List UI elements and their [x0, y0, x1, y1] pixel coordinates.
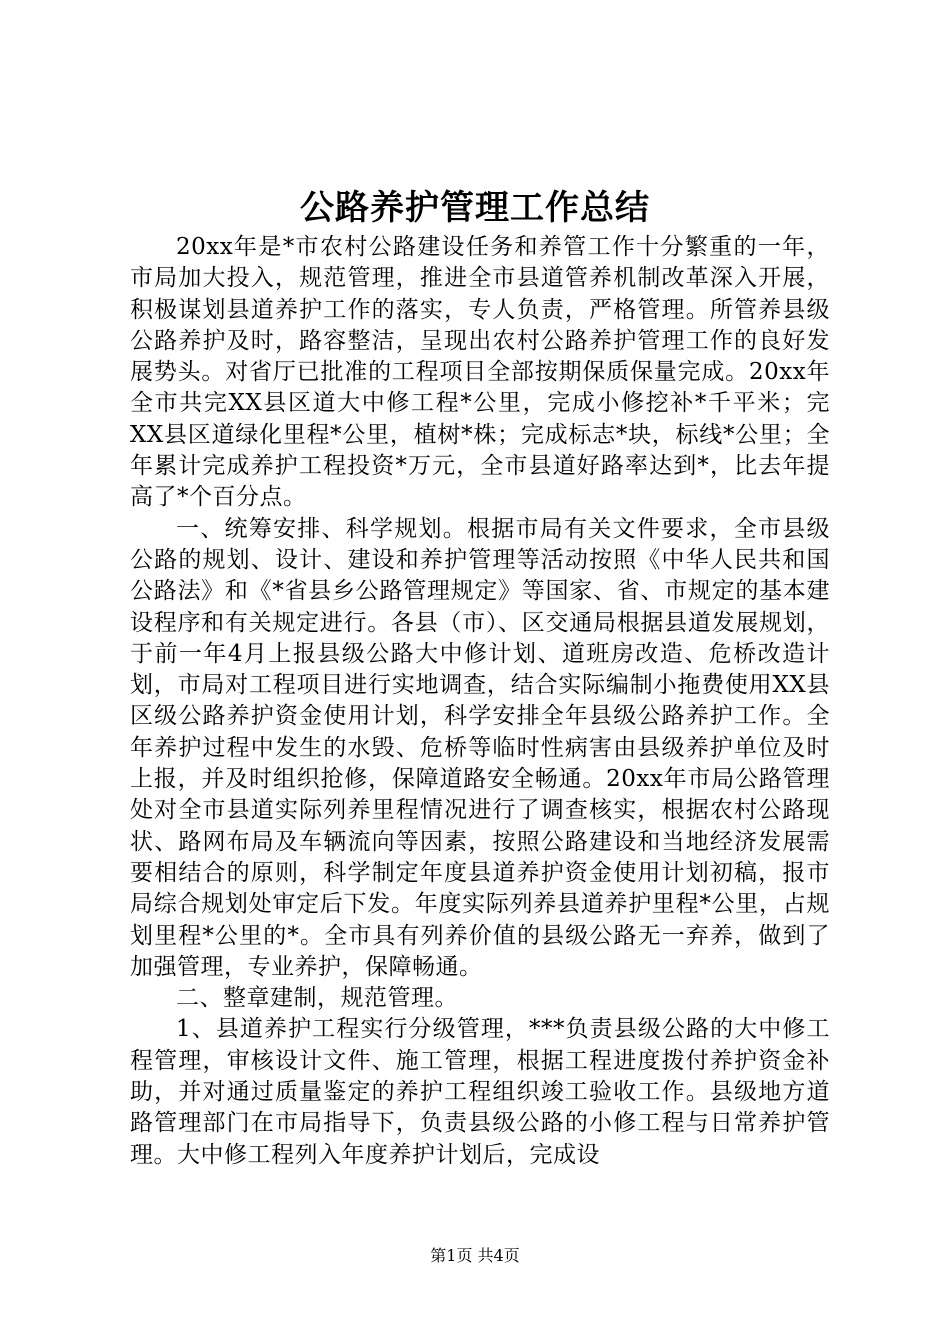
body-paragraph: 20xx年是*市农村公路建设任务和养管工作十分繁重的一年，市局加大投入，规范管理，推进全市县道管养机制改革深入开展，积极谋划县道养护工作的落实，专人负责，严格管理。所管养县级公路养护及时，路容整洁，呈现出农村公路养护管理工作的良好发展势头。对省厅已批准的工程项目全部按期保质保量完成。20xx年全市共完XX县区道大中修工程*公里，完成小修挖补*千平米；完XX县区道绿化里程*公里，植树*株；完成标志*块，标线*公里；全年累计完成养护工程投资*万元，全市县道好路率达到*，比去年提高了*个百分点。 — [130, 234, 830, 511]
body-paragraph: 1、县道养护工程实行分级管理，***负责县级公路的大中修工程管理，审核设计文件、施工管理，根据工程进度拨付养护资金补助，并对通过质量鉴定的养护工程组织竣工验收工作。县级地方道路管理部门在市局指导下，负责县级公路的小修工程与日常养护管理。大中修工程列入年度养护计划后，完成设 — [130, 1016, 830, 1168]
body-paragraph: 一、统筹安排、科学规划。根据市局有关文件要求，全市县级公路的规划、设计、建设和养护管理等活动按照《中华人民共和国公路法》和《*省县乡公路管理规定》等国家、省、市规定的基本建设程序和有关规定进行。各县（市）、区交通局根据县道发展规划，于前一年4月上报县级公路大中修计划、道班房改造、危桥改造计划，市局对工程项目进行实地调查，结合实际编制小拖费使用XX县区级公路养护资金使用计划，科学安排全年县级公路养护工作。全年养护过程中发生的水毁、危桥等临时性病害由县级养护单位及时上报，并及时组织抢修，保障道路安全畅通。20xx年市局公路管理处对全市县道实际列养里程情况进行了调查核实，根据农村公路现状、路网布局及车辆流向等因素，按照公路建设和当地经济发展需要相结合的原则，科学制定年度县道养护资金使用计划初稿，报市局综合规划处审定后下发。年度实际列养县道养护里程*公里，占规划里程*公里的*。全市具有列养价值的县级公路无一弃养，做到了加强管理，专业养护，保障畅通。 — [130, 515, 830, 980]
section-heading: 二、整章建制，规范管理。 — [176, 985, 458, 1012]
page-footer — [0, 1244, 950, 1268]
page-number-label: 第1页 共4页 — [430, 1246, 520, 1265]
document-title: 公路养护管理工作总结 — [300, 188, 650, 228]
document-body — [130, 232, 830, 1171]
